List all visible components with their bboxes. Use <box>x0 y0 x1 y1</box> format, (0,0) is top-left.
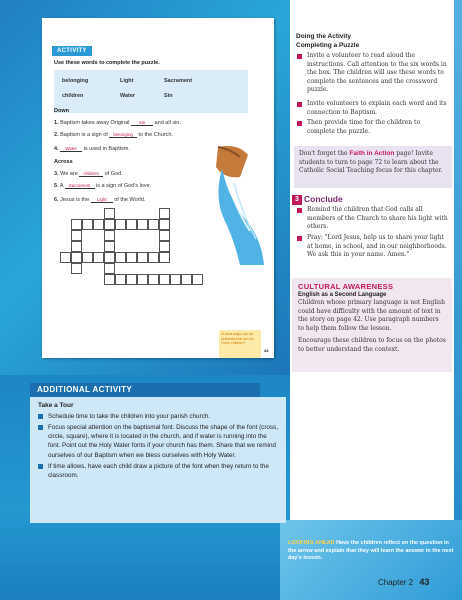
crossword-cell <box>126 274 137 285</box>
crossword-cell <box>115 274 126 285</box>
crossword-cell <box>93 252 104 263</box>
faith-in-action-note: Don't forget the Faith in Action page! Invite students to turn to page 72 to learn about the Catholic Social Teaching focus for this chapter. <box>294 146 452 188</box>
crossword-cell <box>192 274 203 285</box>
crossword-cell <box>104 241 115 252</box>
word-bank-item: Light <box>120 78 134 84</box>
additional-activity-item: Focus special attention on the baptismal font. Discuss the shape of the font (cross, circle, square), where it is located in the church, and if water is running into the font. Point out the Holy Water fonts if your church has them. Share that we remind ourselves of our Baptism when we bless ourselves with Holy Water. <box>38 423 278 460</box>
clue-text: of the World. <box>114 197 146 203</box>
blue-edge-strip <box>454 0 462 600</box>
page-number: 43 <box>419 577 430 587</box>
crossword-cell <box>159 241 170 252</box>
word-bank-item: children <box>62 93 84 99</box>
clue-number: 1. <box>54 120 59 126</box>
word-bank <box>54 70 248 113</box>
across-clue <box>54 197 145 203</box>
crossword-cell <box>126 219 137 230</box>
clue-number: 3. <box>54 171 59 177</box>
clue-answer: belonging <box>109 132 137 138</box>
crossword-cell <box>104 219 115 230</box>
additional-activity-item: Schedule time to take the children into your parish church. <box>38 412 278 421</box>
student-page-number: 43 <box>264 348 269 353</box>
crossword-cell <box>104 230 115 241</box>
additional-activity-box <box>30 397 286 523</box>
doing-activity-heading <box>296 33 359 51</box>
looking-ahead-label: LOOKING AHEAD <box>288 540 335 546</box>
crossword-cell <box>159 219 170 230</box>
crossword-cell <box>60 252 71 263</box>
across-clue <box>54 171 123 177</box>
crossword-cell <box>104 263 115 274</box>
clue-number: 2. <box>54 132 59 138</box>
word-bank-item: Sin <box>164 93 173 99</box>
crossword-cell <box>126 252 137 263</box>
additional-activity-title: ADDITIONAL ACTIVITY <box>30 383 260 397</box>
clue-answer: Light <box>91 197 113 203</box>
crossword-cell <box>115 219 126 230</box>
clue-text: Baptism is a sign of <box>60 132 108 138</box>
crossword-cell <box>104 274 115 285</box>
crossword-cell <box>137 219 148 230</box>
crossword-cell <box>170 274 181 285</box>
crossword-cell <box>148 252 159 263</box>
puzzle-instruction: Use these words to complete the puzzle. <box>54 60 160 66</box>
cultural-awareness-subtitle: English as a Second Language <box>298 292 387 298</box>
across-clue <box>54 183 151 189</box>
crossword-cell <box>159 208 170 219</box>
crossword-cell <box>148 219 159 230</box>
activity-bullet: Invite volunteers to explain each word and its connection to Baptism. <box>298 100 448 117</box>
heading-line: Completing a Puzzle <box>296 41 360 49</box>
water-pouring-illustration <box>200 143 270 268</box>
clue-answer: Water <box>60 146 82 152</box>
clue-text: is used in Baptism. <box>83 146 130 152</box>
bullet-square-icon <box>297 102 302 107</box>
cultural-awareness-box <box>292 278 452 372</box>
clue-text: Jesus is the <box>60 197 90 203</box>
bullet-square-icon <box>38 425 43 430</box>
clue-number: 6. <box>54 197 59 203</box>
down-clue <box>54 132 173 138</box>
bullet-square-icon <box>297 54 302 59</box>
clue-number: 5. <box>54 183 59 189</box>
crossword-cell <box>159 274 170 285</box>
crossword-cell <box>159 252 170 263</box>
crossword-cell <box>115 252 126 263</box>
cultural-paragraph: Children whose primary language is not English could have difficulty with the amount of text in the story on page 42. Use paragraph numbers to help them follow the lesson. <box>298 299 446 332</box>
crossword-cell <box>137 252 148 263</box>
word-bank-item: Water <box>120 93 136 99</box>
activity-bullet: Invite a volunteer to read aloud the instructions. Call attention to the six words in the box. The children will use these words to complete the sentences and the crossword puzzle. <box>298 52 448 95</box>
chapter-label: Chapter 2 <box>378 578 414 587</box>
activity-tag: ACTIVITY <box>52 46 92 56</box>
clue-text: of God. <box>104 171 123 177</box>
crossword-grid <box>60 208 210 308</box>
clue-answer: Sin <box>131 120 153 126</box>
crossword-cell <box>104 252 115 263</box>
crossword-cell <box>71 263 82 274</box>
conclude-bullet: Pray: "Lord Jesus, help us to share your light at home, in school, and in our neighborhoods. We ask this in your name. Amen." <box>298 234 448 260</box>
additional-activity-subtitle: Take a Tour <box>38 402 74 409</box>
bullet-square-icon <box>38 414 43 419</box>
step-number-badge: 3 <box>292 195 302 205</box>
conclude-heading: Conclude <box>304 194 343 204</box>
bullet-square-icon <box>297 121 302 126</box>
crossword-cell <box>181 274 192 285</box>
crossword-cell <box>82 252 93 263</box>
bullet-square-icon <box>297 208 302 213</box>
crossword-cell <box>71 241 82 252</box>
word-bank-item: belonging <box>62 78 89 84</box>
additional-activity-item: If time allows, have each child draw a picture of the font when they return to the classroom. <box>38 462 278 480</box>
heading-line: Doing the Activity <box>296 33 352 40</box>
faith-in-action-label: Faith in Action <box>349 150 395 157</box>
cultural-awareness-title: CULTURAL AWARENESS <box>298 282 394 291</box>
clue-text: to the Church. <box>138 132 173 138</box>
activity-bullet: Then provide time for the children to complete the puzzle. <box>298 119 448 136</box>
crossword-cell <box>71 219 82 230</box>
crossword-cell <box>71 252 82 263</box>
clue-text: and all sin. <box>154 120 181 126</box>
down-heading: Down <box>54 108 69 114</box>
student-page-card <box>42 18 274 358</box>
crossword-cell <box>82 219 93 230</box>
across-heading: Across <box>54 159 73 165</box>
bullet-square-icon <box>38 464 43 469</box>
word-bank-item: Sacrament <box>164 78 193 84</box>
cultural-paragraph: Encourage these children to focus on the photos to better understand the context. <box>298 337 446 353</box>
down-clue <box>54 146 130 152</box>
crossword-cell <box>137 274 148 285</box>
down-clue <box>54 120 181 126</box>
clue-text: We are <box>60 171 78 177</box>
crossword-cell <box>71 230 82 241</box>
crossword-cell <box>159 230 170 241</box>
clue-text: A <box>59 183 64 189</box>
clue-text: is a sign of God's love. <box>96 183 152 189</box>
bullet-square-icon <box>297 236 302 241</box>
clue-answer: Sacrament <box>65 183 95 189</box>
clue-text: Baptism takes away Original <box>60 120 130 126</box>
clue-answer: children <box>79 171 103 177</box>
crossword-cell <box>148 274 159 285</box>
crossword-cell <box>104 208 115 219</box>
page-footer <box>378 577 429 587</box>
looking-ahead-note: LOOKING AHEAD Have the children reflect on the question in the arrow and explain that they will learn the answer in the next day's lesson. <box>288 540 454 562</box>
conclude-bullet: Remind the children that God calls all members of the Church to share his light with others. <box>298 206 448 232</box>
clue-number: 4. <box>54 146 59 152</box>
reflection-question: In what ways can we celebrate that we are God's children? <box>219 330 261 358</box>
crossword-cell <box>93 219 104 230</box>
